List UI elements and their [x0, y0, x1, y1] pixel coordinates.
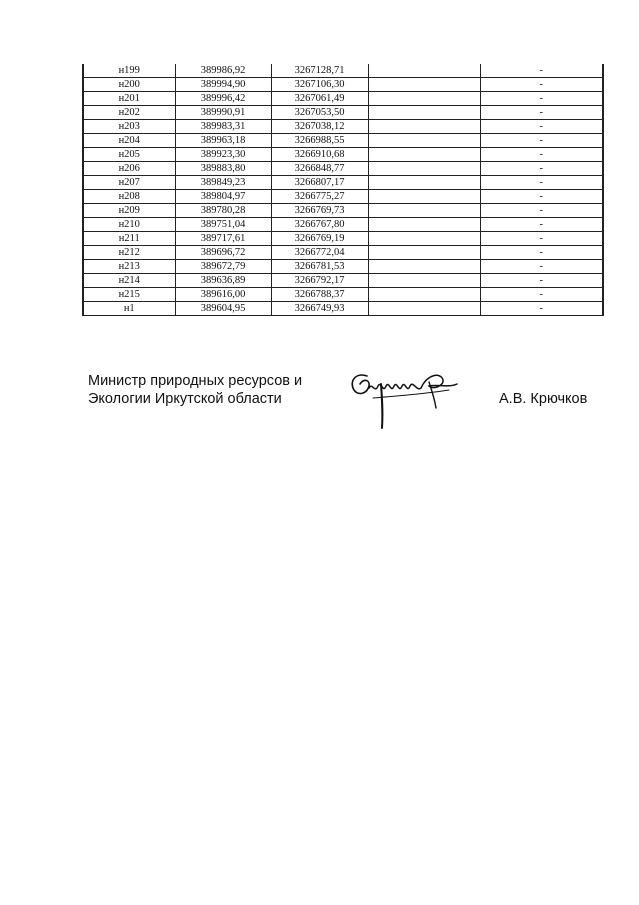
empty-cell-a — [368, 134, 423, 148]
signatory-title-line-1: Министр природных ресурсов и — [88, 373, 303, 389]
x-coordinate-cell: 389963,18 — [175, 134, 271, 148]
empty-cell-b — [423, 232, 480, 246]
table-row — [83, 162, 603, 176]
dash-cell: - — [480, 218, 603, 232]
dash-cell: - — [480, 120, 603, 134]
x-coordinate-cell: 389636,89 — [175, 274, 271, 288]
x-coordinate-cell: 389983,31 — [175, 120, 271, 134]
empty-cell-a — [368, 64, 423, 78]
table-row — [83, 246, 603, 260]
empty-cell-a — [368, 288, 423, 302]
dash-cell: - — [480, 162, 603, 176]
empty-cell-b — [423, 218, 480, 232]
table-row — [83, 218, 603, 232]
y-coordinate-cell: 3266788,37 — [271, 288, 368, 302]
dash-cell: - — [480, 148, 603, 162]
table-row — [83, 190, 603, 204]
empty-cell-a — [368, 176, 423, 190]
table-row — [83, 274, 603, 288]
y-coordinate-cell: 3266781,53 — [271, 260, 368, 274]
empty-cell-a — [368, 120, 423, 134]
empty-cell-b — [423, 134, 480, 148]
point-id-cell: н200 — [83, 78, 175, 92]
table-row — [83, 92, 603, 106]
y-coordinate-cell: 3266807,17 — [271, 176, 368, 190]
y-coordinate-cell: 3266910,68 — [271, 148, 368, 162]
y-coordinate-cell: 3266767,80 — [271, 218, 368, 232]
point-id-cell: н203 — [83, 120, 175, 134]
y-coordinate-cell: 3266988,55 — [271, 134, 368, 148]
dash-cell: - — [480, 302, 603, 316]
point-id-cell: н204 — [83, 134, 175, 148]
point-id-cell: н206 — [83, 162, 175, 176]
table-row — [83, 204, 603, 218]
dash-cell: - — [480, 134, 603, 148]
empty-cell-a — [368, 232, 423, 246]
x-coordinate-cell: 389883,80 — [175, 162, 271, 176]
empty-cell-a — [368, 218, 423, 232]
signatory-title-line-2: Экологии Иркутской области — [88, 391, 282, 407]
empty-cell-a — [368, 106, 423, 120]
point-id-cell: н214 — [83, 274, 175, 288]
x-coordinate-cell: 389923,30 — [175, 148, 271, 162]
x-coordinate-cell: 389717,61 — [175, 232, 271, 246]
table-row — [83, 232, 603, 246]
y-coordinate-cell: 3267053,50 — [271, 106, 368, 120]
y-coordinate-cell: 3266792,17 — [271, 274, 368, 288]
dash-cell: - — [480, 176, 603, 190]
x-coordinate-cell: 389804,97 — [175, 190, 271, 204]
x-coordinate-cell: 389994,90 — [175, 78, 271, 92]
empty-cell-b — [423, 148, 480, 162]
x-coordinate-cell: 389672,79 — [175, 260, 271, 274]
empty-cell-b — [423, 64, 480, 78]
point-id-cell: н1 — [83, 302, 175, 316]
y-coordinate-cell: 3267061,49 — [271, 92, 368, 106]
empty-cell-b — [423, 176, 480, 190]
x-coordinate-cell: 389751,04 — [175, 218, 271, 232]
signatory-name: А.В. Крючков — [499, 391, 588, 407]
y-coordinate-cell: 3267128,71 — [271, 64, 368, 78]
x-coordinate-cell: 389604,95 — [175, 302, 271, 316]
empty-cell-a — [368, 190, 423, 204]
point-id-cell: н207 — [83, 176, 175, 190]
dash-cell: - — [480, 260, 603, 274]
empty-cell-b — [423, 190, 480, 204]
x-coordinate-cell: 389696,72 — [175, 246, 271, 260]
empty-cell-b — [423, 260, 480, 274]
x-coordinate-cell: 389986,92 — [175, 64, 271, 78]
dash-cell: - — [480, 106, 603, 120]
point-id-cell: н199 — [83, 64, 175, 78]
point-id-cell: н215 — [83, 288, 175, 302]
dash-cell: - — [480, 64, 603, 78]
x-coordinate-cell: 389990,91 — [175, 106, 271, 120]
table-row — [83, 302, 603, 316]
table-row — [83, 260, 603, 274]
empty-cell-a — [368, 78, 423, 92]
coordinates-table-body — [83, 64, 603, 316]
point-id-cell: н201 — [83, 92, 175, 106]
empty-cell-b — [423, 92, 480, 106]
y-coordinate-cell: 3266769,73 — [271, 204, 368, 218]
x-coordinate-cell: 389616,00 — [175, 288, 271, 302]
x-coordinate-cell: 389849,23 — [175, 176, 271, 190]
empty-cell-b — [423, 106, 480, 120]
y-coordinate-cell: 3266769,19 — [271, 232, 368, 246]
table-row — [83, 64, 603, 78]
point-id-cell: н202 — [83, 106, 175, 120]
empty-cell-a — [368, 92, 423, 106]
table-row — [83, 148, 603, 162]
table-row — [83, 176, 603, 190]
y-coordinate-cell: 3266848,77 — [271, 162, 368, 176]
empty-cell-b — [423, 288, 480, 302]
y-coordinate-cell: 3266772,04 — [271, 246, 368, 260]
empty-cell-b — [423, 204, 480, 218]
dash-cell: - — [480, 92, 603, 106]
x-coordinate-cell: 389780,28 — [175, 204, 271, 218]
dash-cell: - — [480, 232, 603, 246]
point-id-cell: н212 — [83, 246, 175, 260]
empty-cell-a — [368, 162, 423, 176]
table-row — [83, 120, 603, 134]
empty-cell-a — [368, 260, 423, 274]
y-coordinate-cell: 3266749,93 — [271, 302, 368, 316]
signatory-title — [88, 372, 302, 408]
empty-cell-a — [368, 204, 423, 218]
dash-cell: - — [480, 78, 603, 92]
dash-cell: - — [480, 204, 603, 218]
y-coordinate-cell: 3267106,30 — [271, 78, 368, 92]
empty-cell-a — [368, 274, 423, 288]
handwritten-signature — [345, 368, 465, 430]
coordinates-table — [82, 64, 604, 316]
point-id-cell: н205 — [83, 148, 175, 162]
dash-cell: - — [480, 246, 603, 260]
y-coordinate-cell: 3266775,27 — [271, 190, 368, 204]
empty-cell-b — [423, 78, 480, 92]
x-coordinate-cell: 389996,42 — [175, 92, 271, 106]
table-row — [83, 106, 603, 120]
empty-cell-a — [368, 246, 423, 260]
empty-cell-b — [423, 274, 480, 288]
dash-cell: - — [480, 190, 603, 204]
y-coordinate-cell: 3267038,12 — [271, 120, 368, 134]
empty-cell-b — [423, 302, 480, 316]
point-id-cell: н210 — [83, 218, 175, 232]
empty-cell-a — [368, 302, 423, 316]
point-id-cell: н211 — [83, 232, 175, 246]
dash-cell: - — [480, 288, 603, 302]
empty-cell-a — [368, 148, 423, 162]
table-row — [83, 78, 603, 92]
empty-cell-b — [423, 246, 480, 260]
table-row — [83, 134, 603, 148]
point-id-cell: н213 — [83, 260, 175, 274]
empty-cell-b — [423, 162, 480, 176]
point-id-cell: н209 — [83, 204, 175, 218]
empty-cell-b — [423, 120, 480, 134]
point-id-cell: н208 — [83, 190, 175, 204]
dash-cell: - — [480, 274, 603, 288]
table-row — [83, 288, 603, 302]
